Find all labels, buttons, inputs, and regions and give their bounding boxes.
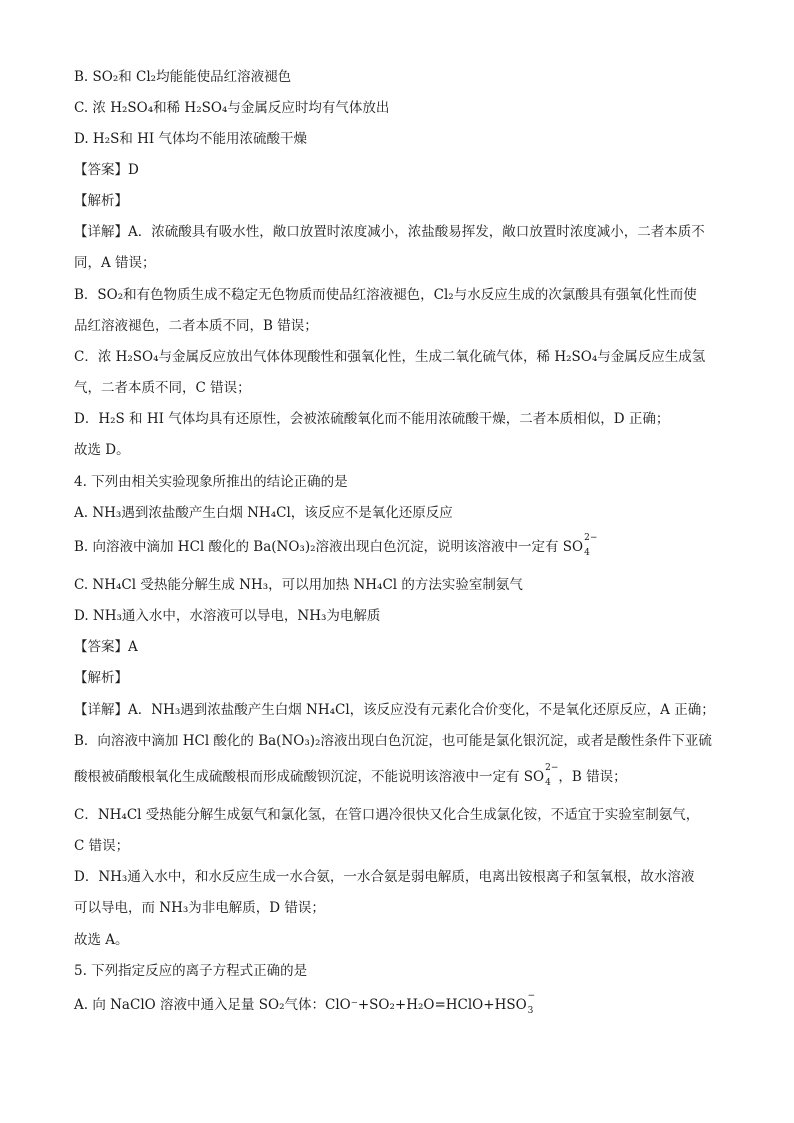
explanation-q3-b-line1: B．SO₂和有色物质生成不稳定无色物质而使品红溶液褪色，Cl₂与水反应生成的次氯酸具有强氧化性而使 [74,287,697,303]
sulfate-ion-notation: 2− 4 [545,762,559,788]
explanation-q3-c-line1: C．浓 H₂SO₄与金属反应放出气体体现酸性和强氧化性，生成二氧化硫气体，稀 H₂SO₄与金属反应生成氢 [74,349,706,365]
conclusion-q4: 故选 A。 [74,932,129,948]
answer-q4: 【答案】A [74,639,138,655]
explanation-q3-b-line2: 品红溶液褪色，二者本质不同，B 错误； [74,318,318,334]
option-c-q4: C. NH₄Cl 受热能分解生成 NH₃，可以用加热 NH₄Cl 的方法实验室制氨气 [74,577,523,593]
conclusion-q3: 故选 D。 [74,442,130,458]
option-b-q4: B. 向溶液中滴加 HCl 酸化的 Ba(NO₃)₂溶液出现白色沉淀，说明该溶液中一定有 SO 2− 4 [74,532,598,558]
explanation-q3-a-line2: 同，A 错误； [74,255,156,271]
option-b-q3: B. SO₂和 Cl₂均能能使品红溶液褪色 [74,69,292,85]
option-d-q4: D. NH₃通入水中，水溶液可以导电，NH₃为电解质 [74,608,381,624]
explanation-q4-a: 【详解】A．NH₃遇到浓盐酸产生白烟 NH₄Cl，该反应没有元素化合价变化，不是氧化还原反应，A 正确； [74,702,715,718]
option-a-q4: A. NH₃遇到浓盐酸产生白烟 NH₄Cl，该反应不是氧化还原反应 [74,505,453,521]
explanation-q4-d-line1: D．NH₃通入水中，和水反应生成一水合氨，一水合氨是弱电解质，电离出铵根离子和氢氧根，故水溶液 [74,869,695,885]
option-c-q3: C. 浓 H₂SO₄和稀 H₂SO₄与金属反应时均有气体放出 [74,100,390,116]
option-d-q3: D. H₂S和 HI 气体均不能用浓硫酸干燥 [74,131,308,147]
bisulfite-ion-notation: − 3 [527,990,536,1016]
question-4-stem: 4. 下列由相关实验现象所推出的结论正确的是 [74,474,348,490]
question-5-stem: 5. 下列指定反应的离子方程式正确的是 [74,963,308,979]
explanation-q3-c-line2: 气，二者本质不同，C 错误； [74,380,251,396]
explanation-q4-c-line2: C 错误； [74,838,130,854]
sulfate-ion-notation: 2− 4 [584,532,598,558]
analysis-heading-q3: 【解析】 [74,193,128,209]
option-a-q5: A. 向 NaClO 溶液中通入足量 SO₂气体：ClO⁻+SO₂+H₂O=HClO+HSO − 3 [74,990,536,1016]
explanation-q3-a-line1: 【详解】A．浓硫酸具有吸水性，敞口放置时浓度减小，浓盐酸易挥发，敞口放置时浓度减小，二者本质不 [74,224,705,240]
explanation-q4-c-line1: C．NH₄Cl 受热能分解生成氨气和氯化氢，在管口遇冷很快又化合生成氯化铵，不适宜于实验室制氨气， [74,807,700,823]
explanation-q4-d-line2: 可以导电，而 NH₃为非电解质，D 错误； [74,900,325,916]
explanation-q4-b-line1: B．向溶液中滴加 HCl 酸化的 Ba(NO₃)₂溶液出现白色沉淀，也可能是氯化银沉淀，或者是酸性条件下亚硫 [74,733,712,749]
answer-q3: 【答案】D [74,162,139,178]
explanation-q3-d: D．H₂S 和 HI 气体均具有还原性，会被浓硫酸氧化而不能用浓硫酸干燥，二者本质相似，D 正确； [74,411,670,427]
analysis-heading-q4: 【解析】 [74,670,128,686]
explanation-q4-b-line2: 酸根被硝酸根氧化生成硫酸根而形成硫酸钡沉淀，不能说明该溶液中一定有 SO 2− 4 ，B 错误； [74,762,627,788]
